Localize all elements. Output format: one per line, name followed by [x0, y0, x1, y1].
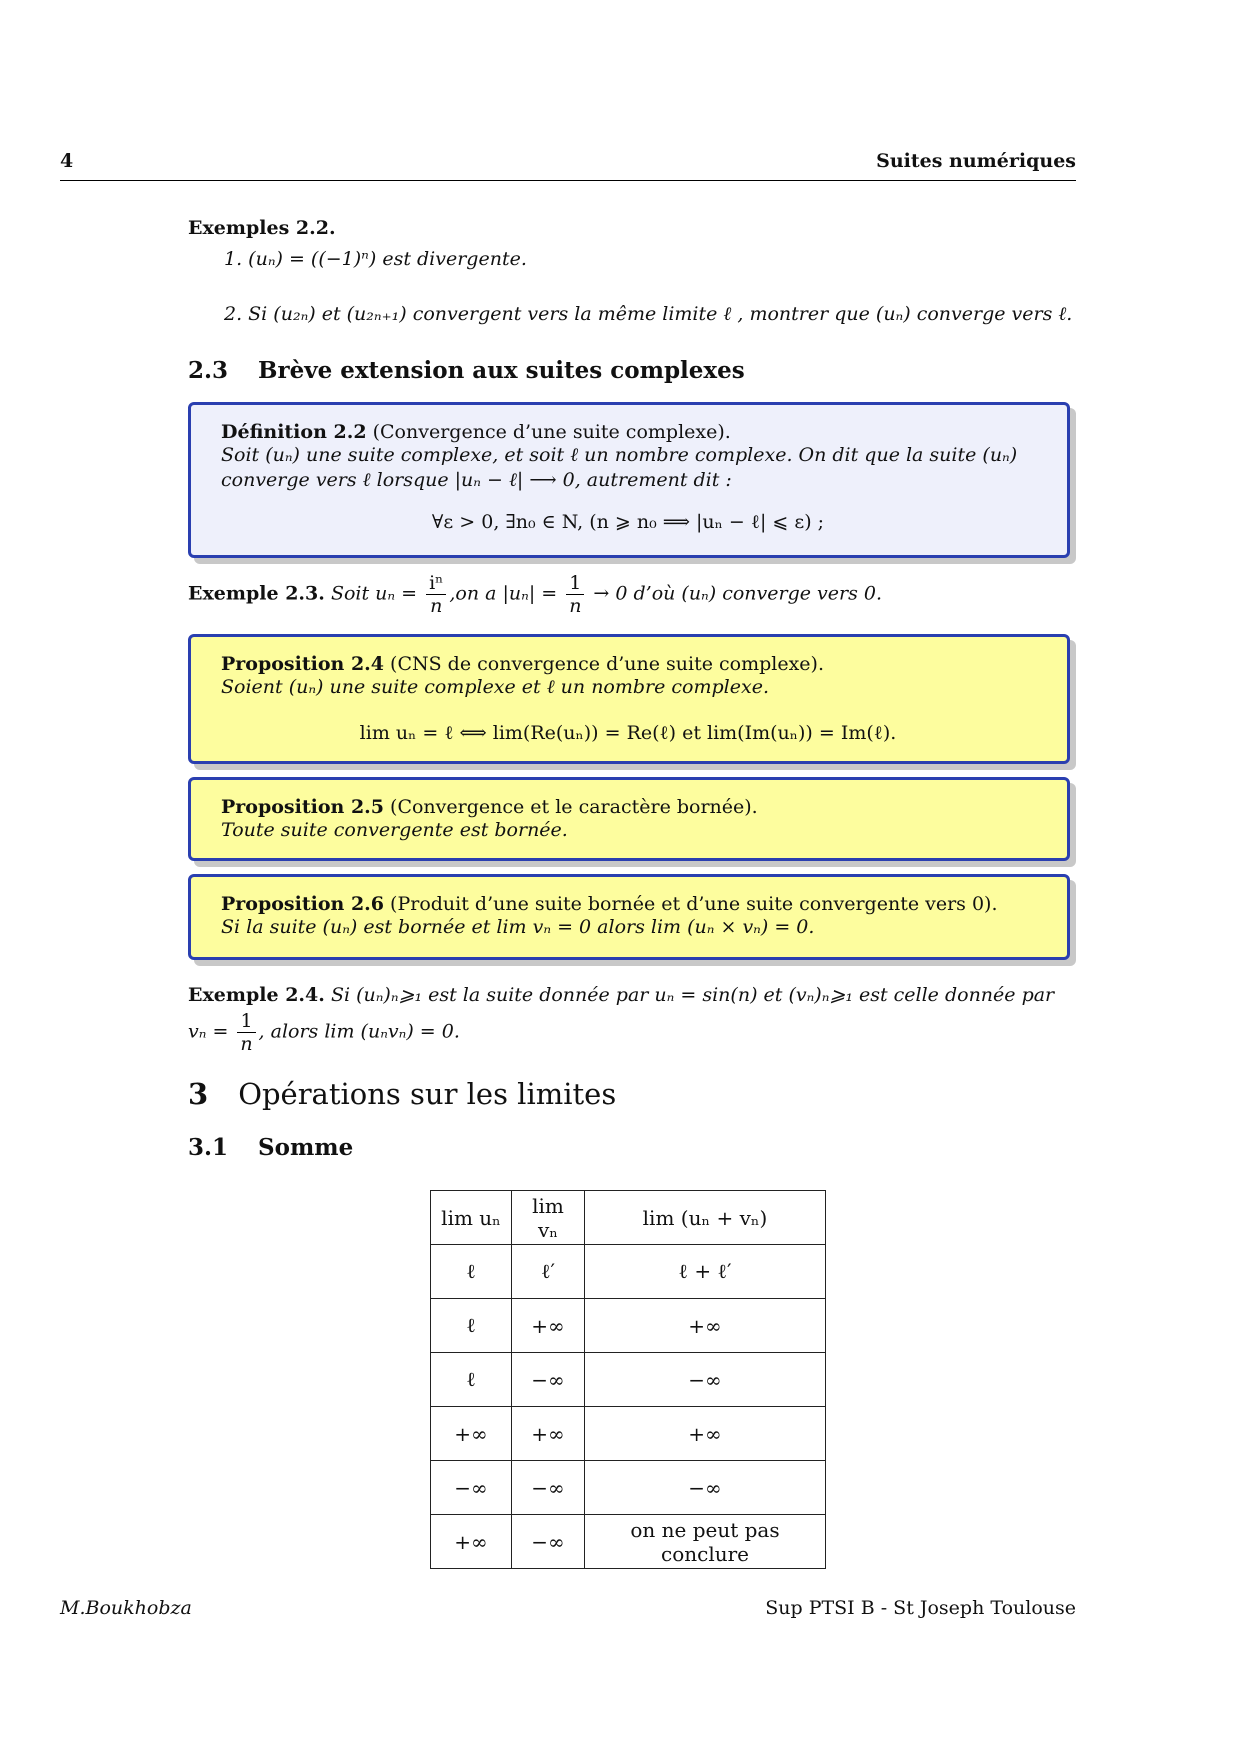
table-cell: +∞: [431, 1407, 512, 1461]
section-2-3-heading: [188, 357, 745, 384]
section-3-heading: [188, 1077, 616, 1111]
table-row: [431, 1245, 826, 1299]
table-cell: +∞: [431, 1515, 512, 1569]
examples-2-2-item-1: 1. (uₙ) = ((−1)ⁿ) est divergente.: [224, 248, 527, 270]
definition-paren: (Convergence d’une suite complexe).: [372, 421, 731, 443]
section-number: 3.1: [188, 1134, 229, 1161]
fraction-numerator: 1: [237, 1010, 255, 1033]
example-2-4-label: Exemple 2.4.: [188, 984, 325, 1006]
examples-2-2-title: Exemples 2.2.: [188, 217, 336, 239]
examples-2-2-item-2: 2. Si (u₂ₙ) et (u₂ₙ₊₁) convergent vers la même limite ℓ , montrer que (uₙ) converge vers ℓ.: [224, 303, 1073, 325]
fraction-i-n: [426, 572, 446, 617]
table-cell: −∞: [512, 1461, 585, 1515]
proposition-body: Toute suite convergente est bornée.: [221, 819, 568, 841]
definition-line-2: converge vers ℓ lorsque |uₙ − ℓ| ⟶ 0, autrement dit :: [221, 469, 732, 491]
proposition-label: Proposition 2.6: [221, 893, 384, 915]
table-cell: on ne peut pas conclure: [585, 1515, 826, 1569]
section-title: Brève extension aux suites complexes: [258, 357, 745, 384]
example-2-4-part-1: vₙ =: [188, 1020, 229, 1043]
page-number: 4: [60, 150, 74, 172]
section-title: Somme: [258, 1134, 354, 1161]
page-header: [60, 148, 1076, 181]
table-header-cell: lim (uₙ + vₙ): [585, 1191, 826, 1245]
table-row: [431, 1299, 826, 1353]
table-cell: −∞: [585, 1353, 826, 1407]
proposition-label: Proposition 2.5: [221, 796, 384, 818]
definition-formula: ∀ε > 0, ∃n₀ ∈ N, (n ⩾ n₀ ⟹ |uₙ − ℓ| ⩽ ε) ;: [431, 511, 825, 533]
definition-2-2-box: [188, 402, 1070, 558]
table-header-row: [431, 1191, 826, 1245]
table-cell: ℓ′: [512, 1245, 585, 1299]
table-cell: ℓ: [431, 1245, 512, 1299]
fraction-1-n: [566, 572, 584, 617]
table-cell: +∞: [585, 1299, 826, 1353]
section-title: Opérations sur les limites: [238, 1077, 617, 1111]
fraction-numerator: iⁿ: [426, 572, 446, 595]
proposition-paren: (CNS de convergence d’une suite complexe).: [390, 653, 825, 675]
table-row: [431, 1515, 826, 1569]
table-row: [431, 1461, 826, 1515]
table-cell: +∞: [512, 1407, 585, 1461]
example-2-3-part-3: → 0 d’où (uₙ) converge vers 0.: [593, 582, 883, 605]
proposition-paren: (Produit d’une suite bornée et d’une suite convergente vers 0).: [390, 893, 998, 915]
section-number: 2.3: [188, 357, 229, 384]
table-cell: ℓ: [431, 1353, 512, 1407]
proposition-body: Soient (uₙ) une suite complexe et ℓ un nombre complexe.: [221, 676, 769, 698]
table-header-cell: lim vₙ: [512, 1191, 585, 1245]
definition-line-1: Soit (uₙ) une suite complexe, et soit ℓ un nombre complexe. On dit que la suite (uₙ): [221, 444, 1018, 466]
table-row: [431, 1353, 826, 1407]
example-2-4-part-2: , alors lim (uₙvₙ) = 0.: [258, 1020, 460, 1043]
example-2-3-part-1: Soit uₙ =: [330, 582, 418, 605]
table-cell: −∞: [431, 1461, 512, 1515]
definition-label: Définition 2.2: [221, 421, 367, 443]
table-cell: −∞: [585, 1461, 826, 1515]
example-2-3-label: Exemple 2.3.: [188, 582, 325, 605]
table-row: [431, 1407, 826, 1461]
proposition-formula: lim uₙ = ℓ ⟺ lim(Re(uₙ)) = Re(ℓ) et lim(Im(uₙ)) = Im(ℓ).: [359, 722, 897, 744]
table-header-cell: lim uₙ: [431, 1191, 512, 1245]
table-cell: ℓ + ℓ′: [585, 1245, 826, 1299]
proposition-label: Proposition 2.4: [221, 653, 384, 675]
fraction-denominator: n: [430, 595, 443, 617]
table-cell: ℓ: [431, 1299, 512, 1353]
running-title: Suites numériques: [876, 150, 1076, 172]
proposition-2-6-box: [188, 874, 1070, 960]
proposition-2-5-box: [188, 777, 1070, 861]
table-cell: +∞: [512, 1299, 585, 1353]
table-cell: −∞: [512, 1515, 585, 1569]
sum-limits-table: [430, 1190, 826, 1569]
example-2-4-line-1: Si (uₙ)ₙ⩾₁ est la suite donnée par uₙ = sin(n) et (vₙ)ₙ⩾₁ est celle donnée par: [330, 984, 1055, 1006]
proposition-paren: (Convergence et le caractère bornée).: [390, 796, 758, 818]
proposition-2-4-box: [188, 634, 1070, 764]
proposition-body: Si la suite (uₙ) est bornée et lim vₙ = 0 alors lim (uₙ × vₙ) = 0.: [221, 916, 815, 938]
fraction-1-n: [237, 1010, 255, 1055]
section-number: 3: [188, 1077, 209, 1111]
footer-author: M.Boukhobza: [60, 1597, 192, 1619]
fraction-denominator: n: [569, 595, 582, 617]
section-3-1-heading: [188, 1134, 353, 1161]
table-cell: −∞: [512, 1353, 585, 1407]
example-2-4: [188, 980, 1070, 1055]
fraction-numerator: 1: [566, 572, 584, 595]
footer-school: Sup PTSI B - St Joseph Toulouse: [765, 1597, 1076, 1619]
table-cell: +∞: [585, 1407, 826, 1461]
fraction-denominator: n: [240, 1033, 253, 1055]
example-2-3-part-2: ,on a |uₙ| =: [449, 582, 558, 605]
example-2-3: [188, 572, 882, 617]
